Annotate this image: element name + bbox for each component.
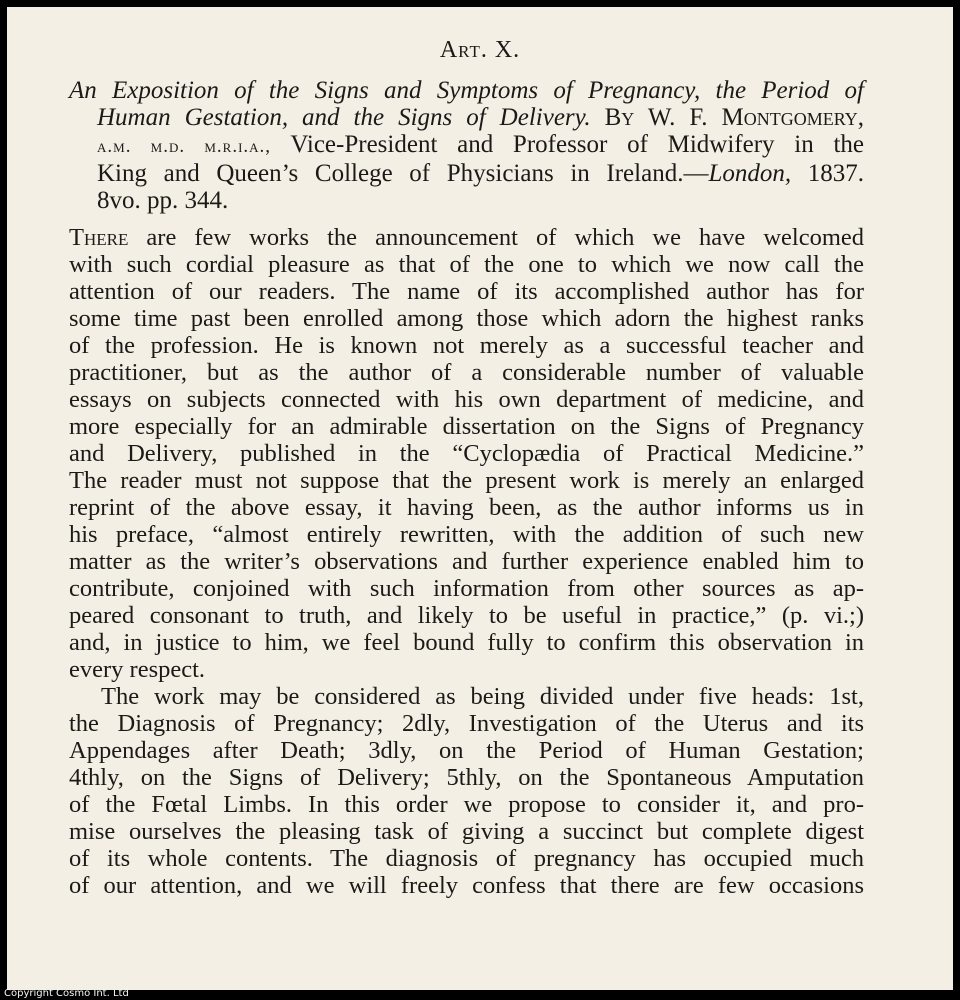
author-name: By W. F. Montgomery, bbox=[604, 104, 865, 131]
body-line: peared consonant to truth, and likely to be useful in practice,” (p. vi.;) bbox=[69, 602, 864, 629]
body-line: and Delivery, published in the “Cyclopædia of Practical Medicine.” bbox=[69, 440, 864, 467]
citation-line bbox=[69, 160, 864, 187]
author-position: Vice-President and Professor of Midwifery in the bbox=[290, 131, 864, 158]
body-line: mise ourselves the pleasing task of giving a succinct but complete digest bbox=[69, 818, 864, 845]
article-body bbox=[69, 224, 864, 899]
body-line: practitioner, but as the author of a considerable number of valuable bbox=[69, 359, 864, 386]
article-number: Art. X. bbox=[439, 37, 521, 63]
body-line: of the profession. He is known not merely as a successful teacher and bbox=[69, 332, 864, 359]
citation-line bbox=[69, 187, 864, 214]
citation-line bbox=[69, 104, 864, 131]
body-line: of the Fœtal Limbs. In this order we propose to consider it, and pro- bbox=[69, 791, 864, 818]
paragraph-lead-word: There bbox=[69, 224, 129, 251]
body-line: every respect. bbox=[69, 656, 206, 683]
scanned-page bbox=[7, 7, 953, 990]
copyright-notice: Copyright Cosmo Int. Ltd bbox=[4, 988, 129, 999]
author-qualifications: a.m. m.d. m.r.i.a., bbox=[97, 136, 272, 157]
body-line: reprint of the above essay, it having been, as the author informs us in bbox=[69, 494, 864, 521]
book-title-part2: Human Gestation, and the Signs of Delivery. bbox=[97, 104, 591, 131]
author-college: King and Queen’s College of Physicians in Ireland.— bbox=[97, 160, 709, 187]
body-line: of our attention, and we will freely confess that there are few occasions bbox=[69, 872, 864, 899]
body-line: Appendages after Death; 3dly, on the Period of Human Gestation; bbox=[69, 737, 864, 764]
body-line: some time past been enrolled among those which adorn the highest ranks bbox=[69, 305, 864, 332]
publication-year: 1837. bbox=[807, 160, 864, 187]
citation-line bbox=[69, 77, 864, 104]
article-heading bbox=[7, 37, 953, 64]
body-line: There are few works the announcement of which we have welcomed bbox=[69, 224, 865, 251]
body-line: more especially for an admirable dissertation on the Signs of Pregnancy bbox=[69, 413, 864, 440]
publication-place: London, bbox=[708, 160, 792, 187]
body-line: the Diagnosis of Pregnancy; 2dly, Investigation of the Uterus and its bbox=[69, 710, 864, 737]
book-citation bbox=[69, 77, 864, 214]
body-line: The reader must not suppose that the present work is merely an enlarged bbox=[69, 467, 864, 494]
body-line: The work may be considered as being divided under five heads: 1st, bbox=[101, 683, 864, 710]
book-format-pages: 8vo. pp. 344. bbox=[97, 187, 229, 214]
body-line: essays on subjects connected with his own department of medicine, and bbox=[69, 386, 864, 413]
book-title-part1: An Exposition of the Signs and Symptoms of Pregnancy, the Period of bbox=[69, 77, 864, 104]
body-line: of its whole contents. The diagnosis of pregnancy has occupied much bbox=[69, 845, 864, 872]
body-line: 4thly, on the Signs of Delivery; 5thly, on the Spontaneous Amputation bbox=[69, 764, 864, 791]
citation-line bbox=[69, 131, 864, 160]
body-line: and, in justice to him, we feel bound fully to confirm this observation in bbox=[69, 629, 864, 656]
body-line: attention of our readers. The name of its accomplished author has for bbox=[69, 278, 864, 305]
body-line: matter as the writer’s observations and further experience enabled him to bbox=[69, 548, 864, 575]
body-line: with such cordial pleasure as that of the one to which we now call the bbox=[69, 251, 864, 278]
body-line: contribute, conjoined with such information from other sources as ap- bbox=[69, 575, 864, 602]
body-line: his preface, “almost entirely rewritten, with the addition of such new bbox=[69, 521, 864, 548]
